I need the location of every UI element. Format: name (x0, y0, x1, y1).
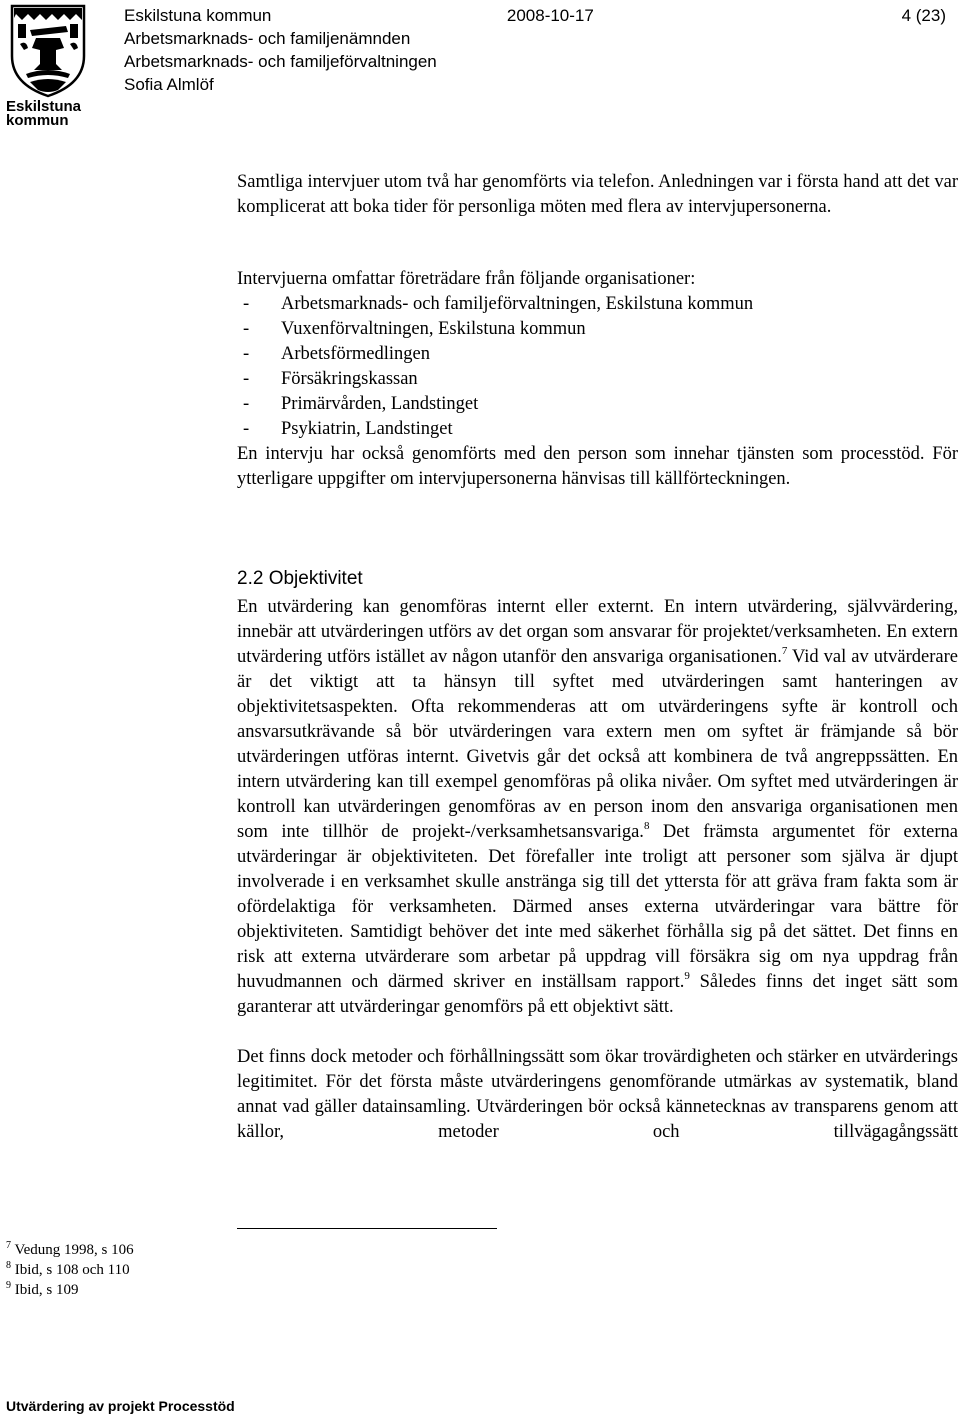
section-paragraph-2: Det finns dock metoder och förhållningssätt som ökar trovärdigheten och stärker en utvärderings legitimitet. För det första måste utvärderingens genomförande utmärkas av systematik, bland annat vad gäller datainsamling. Utvärderingen bör också kännetecknas av transparens genom att källor, metoder och tillvägagångssätt (237, 1047, 958, 1142)
footnote-ref[interactable]: 7 (781, 645, 788, 657)
orgs-after-paragraph: En intervju har också genomförts med den person som innehar tjänsten som processtöd. För ytterligare uppgifter om intervjupersonerna hänvisas till källförteckningen. (237, 444, 958, 489)
intro-paragraph: Samtliga intervjuer utom två har genomförts via telefon. Anledningen var i första hand att det var komplicerat att boka tider för personliga möten med flera av intervjupersonerna. (237, 172, 958, 217)
footnote-text: Ibid, s 109 (14, 1282, 79, 1298)
paragraph-text: Vid val av utvärderare är det viktigt att ta hänsyn till syftet med utvärderingen samt hanteringen av objektivitetsaspekten. Ofta rekommenderas att om utvärderingens syfte är kontroll och ansvarsutkrävande så bör utvärderingen vara extern men om syftet är främjande så bör utvärderingen utföras internt. Givetvis går det också att kombinera de två angreppssätten. En intern utvärdering kan till exempel genomföras på olika nivåer. Om syftet med utvärderingen är kontroll kan utvärderingen genomföras av en person inom den ansvariga organisationen men som inte tillhör de projekt-/verksamhetsansvariga. (237, 647, 958, 842)
footnote-item (6, 1260, 134, 1280)
footnote-ref[interactable]: 9 (684, 970, 690, 982)
header-administration: Arbetsmarknads- och familjeförvaltningen (124, 52, 437, 71)
header-page-number: 4 (23) (901, 6, 946, 25)
orgs-intro: Intervjuerna omfattar företrädare från följande organisationer: (237, 269, 696, 289)
section-heading: 2.2 Objektivitet (237, 568, 363, 589)
logo-text-line1: Eskilstuna (6, 98, 82, 115)
header-author: Sofia Almlöf (124, 75, 214, 94)
list-item: - Arbetsmarknads- och familjeförvaltningen, Eskilstuna kommun (237, 292, 958, 317)
section-objektivitet (237, 566, 958, 1145)
list-item: - Arbetsförmedlingen (237, 342, 958, 367)
intro-block (237, 170, 958, 220)
list-item: - Vuxenförvaltningen, Eskilstuna kommun (237, 317, 958, 342)
list-item: - Försäkringskassan (237, 367, 958, 392)
organisation-list (237, 292, 958, 442)
footnote-ref[interactable]: 8 (643, 820, 650, 832)
logo-text-line2: kommun (6, 112, 69, 129)
footnote-number: 8 (6, 1260, 11, 1271)
paragraph-text: Det främsta argumentet för externa utvärderingar är objektiviteten. Det förefaller inte troligt att personer som själva är djupt involverade i en verksamhet skulle anstränga sig till det yttersta för att gräva fram fakta som är ofördelaktiga för verksamheten. Därmed anses externa utvärderingar vara bättre för objektiviteten. Samtidigt behöver det inte med säkerhet förhålla sig på det sättet. Det finns en risk att externa utvärderare som arbetar på uppdrag vill försäkra sig om nya uppdrag från huvudmannen och därmed skriver en inställsam rapport. (237, 822, 958, 992)
municipality-logo (6, 4, 92, 128)
footnote-number: 9 (6, 1280, 11, 1291)
section-paragraph-1 (237, 595, 958, 1020)
list-item: - Primärvården, Landstinget (237, 392, 958, 417)
header-date: 2008-10-17 (506, 6, 594, 25)
paragraph-text: En utvärdering kan genomföras internt eller externt. En intern utvärdering, självvärdering, innebär att utvärderingen utförs av det organ som ansvarar för projektet/verksamheten. En extern utvärdering utförs istället av någon utanför den ansvariga organisationen. (237, 597, 958, 667)
organisations-block (237, 267, 958, 492)
header-board: Arbetsmarknads- och familjenämnden (124, 29, 411, 48)
footnotes (6, 1240, 134, 1300)
list-item: - Psykiatrin, Landstinget (237, 417, 958, 442)
page-footer: Utvärdering av projekt Processtöd (6, 1398, 235, 1414)
footnote-item (6, 1240, 134, 1260)
paragraph-text: Således finns det inget sätt som garanterar att utvärderingar genomförs på ett objektivt sätt. (237, 972, 958, 1017)
page-header (124, 4, 946, 96)
footnote-item (6, 1280, 134, 1300)
footnote-number: 7 (6, 1240, 11, 1251)
footnote-text: Ibid, s 108 och 110 (14, 1262, 130, 1278)
header-municipality: Eskilstuna kommun (124, 6, 272, 25)
footnote-separator (237, 1228, 497, 1229)
footnote-text: Vedung 1998, s 106 (14, 1242, 134, 1258)
